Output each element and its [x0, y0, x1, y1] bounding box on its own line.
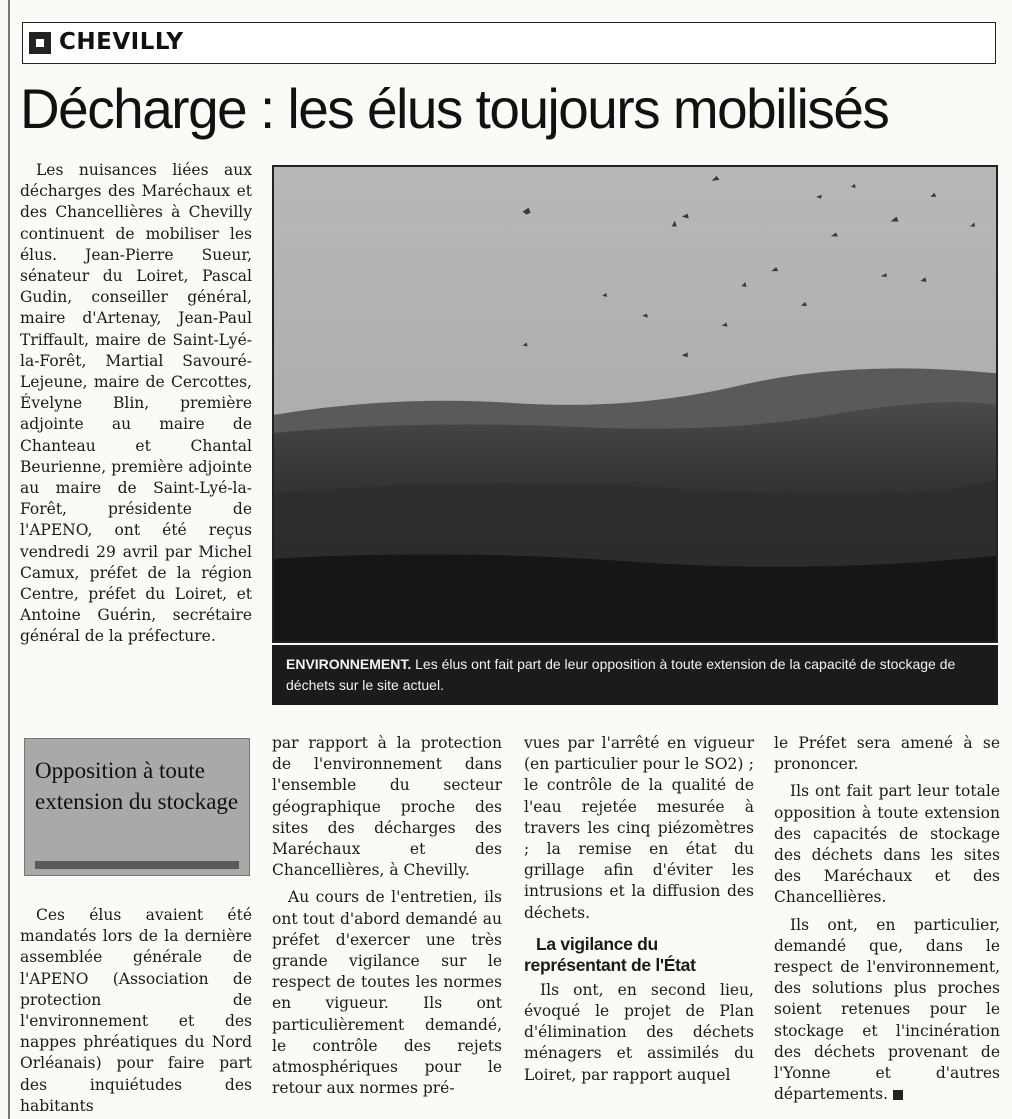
- photo-image: [274, 167, 996, 641]
- column-2-paragraph-2: Au cours de l'entretien, ils ont tout d'abord demandé au préfet d'exercer une très grande vigilance sur le respect de toutes les normes en vigueur. Ils ont particulièrement demandé, le contrôle des rejets atmosphériques pour le retour aux normes pré-: [272, 888, 502, 1098]
- column-4-paragraph-1: le Préfet sera amené à se prononcer.: [774, 734, 1000, 774]
- column-4-paragraph-3: [774, 915, 1000, 1106]
- photo-caption: [272, 645, 998, 705]
- column-1-lower: [20, 905, 252, 1117]
- subhead-box-bar: [35, 861, 239, 869]
- column-4: [774, 733, 1000, 1105]
- column-1-paragraph: Ces élus avaient été mandatés lors de la dernière assemblée générale de l'APENO (Association de protection de l'environnement et des nappes phréatiques du Nord Orléanais) pour faire part des inquiétudes des habitants: [20, 906, 252, 1115]
- kicker-label: CHEVILLY: [59, 29, 184, 55]
- column-3: [524, 733, 754, 1086]
- column-3-paragraph-1: vues par l'arrêté en vigueur (en particulier pour le SO2) ; le contrôle de la qualité de l'eau rejetée mesurée à travers les cinq piézomètres ; la remise en état du grillage afin d'éviter les intrusions et la diffusion des déchets.: [524, 734, 754, 922]
- section-kicker: [22, 22, 996, 64]
- column-4-paragraph-2: Ils ont fait part leur totale opposition à toute extension des capacités de stockage des déchets dans les sites des Maréchaux et des Chancellières.: [774, 782, 1000, 907]
- column-2-paragraph-1: par rapport à la protection de l'environnement dans l'ensemble du secteur géographique proche des sites des décharges des Maréchaux et des Chancellières, à Chevilly.: [272, 734, 502, 880]
- subhead-box: [24, 738, 250, 876]
- end-of-article-icon: [893, 1090, 903, 1100]
- column-4-paragraph-3-text: Ils ont, en particulier, demandé que, dans le respect de l'environnement, des solutions plus proches soient retenues pour le stockage et l'incinération des déchets provenant de l'Yonne et d'autres départements.: [774, 915, 1000, 1104]
- column-3-paragraph-2: Ils ont, en second lieu, évoqué le projet de Plan d'élimination des déchets ménagers et assimilés du Loiret, par rapport auquel: [524, 980, 754, 1084]
- intro-paragraph: Les nuisances liées aux décharges des Maréchaux et des Chancellières à Chevilly continuent de mobiliser les élus. Jean-Pierre Sueur, sénateur du Loiret, Pascal Gudin, conseiller général, maire d'Artenay, Jean-Paul Triffault, maire de Saint-Lyé-la-Forêt, Martial Savouré-Lejeune, maire de Cercottes, Évelyne Blin, première adjointe au maire de Chanteau et Chantal Beurienne, première adjointe au maire de Saint-Lyé-la-Forêt, présidente de l'APENO, ont été reçus vendredi 29 avril par Michel Camux, préfet de la région Centre, préfet du Loiret, et Antoine Guérin, secrétaire général de la préfecture.: [20, 161, 252, 646]
- kicker-square-icon: [29, 32, 51, 54]
- page-border-line: [8, 0, 10, 1119]
- intro-column: [20, 160, 252, 648]
- column-2: [272, 733, 502, 1099]
- subhead-box-title: Opposition à toute extension du stockage: [35, 758, 239, 814]
- column-3-subhead: La vigilance du représentant de l'État: [524, 933, 696, 975]
- caption-lead: ENVIRONNEMENT.: [286, 656, 412, 672]
- landfill-photo: [272, 165, 998, 643]
- article-headline: Décharge : les élus toujours mobilisés: [20, 77, 889, 140]
- caption-text: Les élus ont fait part de leur opposition à toute extension de la capacité de stockage de déchets sur le site actuel.: [286, 656, 956, 693]
